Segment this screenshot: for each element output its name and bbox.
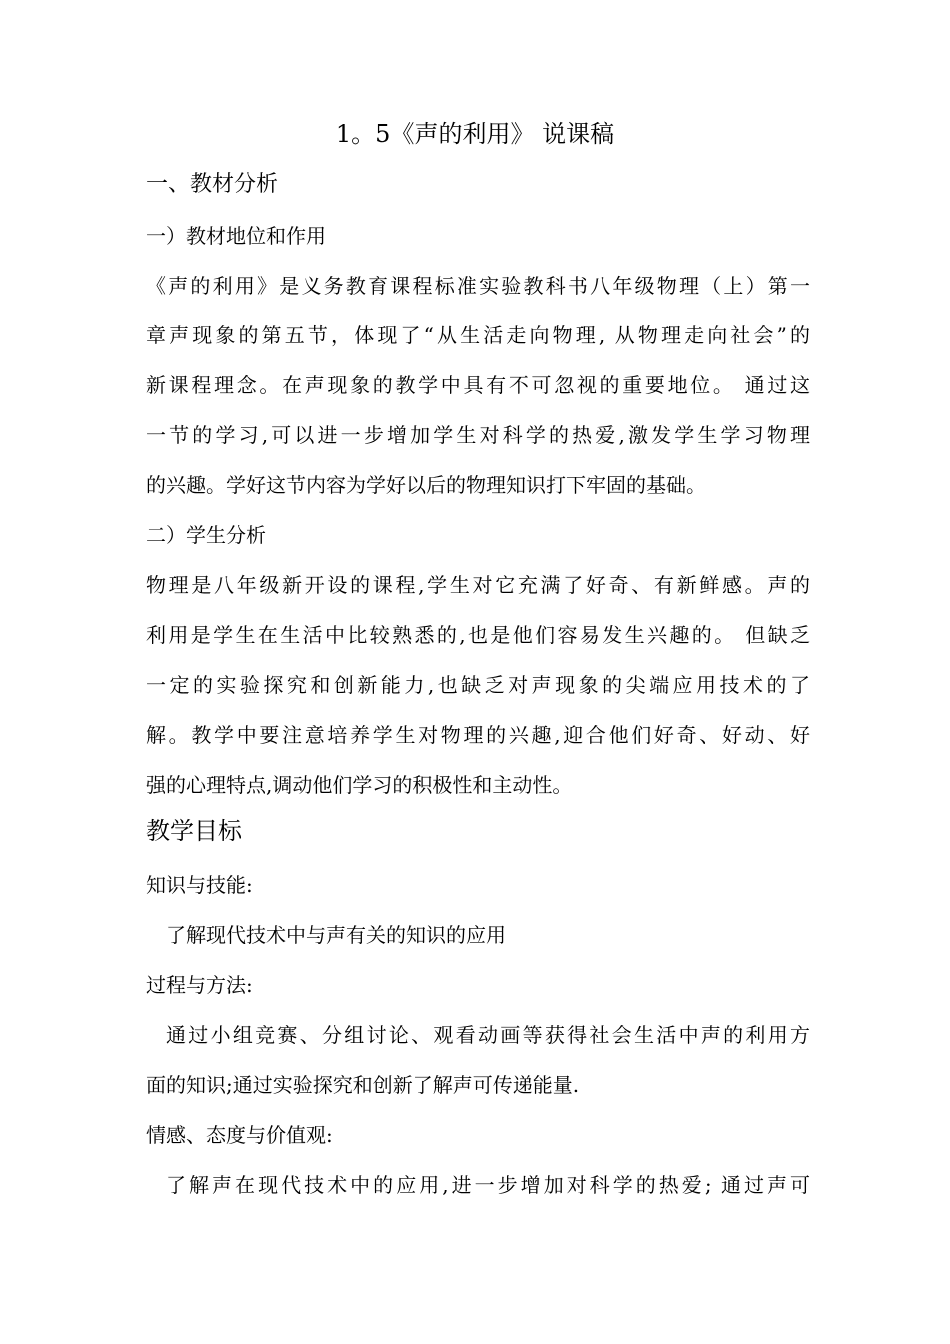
paragraph-line: 一节的学习,可以进一步增加学生对科学的热爱,激发学生学习物理	[146, 423, 810, 447]
section-heading-materials-analysis: 一、教材分析	[146, 172, 279, 197]
goal-label-knowledge: 知识与技能:	[146, 873, 253, 897]
goal-label-process: 过程与方法:	[146, 973, 253, 997]
subheading-student-analysis: 二）学生分析	[146, 523, 266, 547]
document-title: 1。5《声的利用》 说课稿	[335, 120, 615, 148]
section-heading-teaching-goals: 教学目标	[146, 817, 242, 845]
goal-text-process-line: 面的知识;通过实验探究和创新了解声可传递能量.	[146, 1073, 580, 1097]
paragraph-line: 新课程理念。在声现象的教学中具有不可忽视的重要地位。 通过这	[146, 373, 810, 397]
paragraph-line: 物理是八年级新开设的课程,学生对它充满了好奇、有新鲜感。声的	[146, 573, 810, 597]
goal-label-attitude: 情感、态度与价值观:	[146, 1123, 333, 1147]
subheading-material-role: 一）教材地位和作用	[146, 224, 326, 248]
goal-text-attitude-line: 了解声在现代技术中的应用,进一步增加对科学的热爱; 通过声可	[166, 1173, 810, 1197]
paragraph-line: 解。教学中要注意培养学生对物理的兴趣,迎合他们好奇、好动、好	[146, 723, 810, 747]
paragraph-line: 章声现象的第五节，体现了“从生活走向物理, 从物理走向社会”的	[146, 323, 810, 347]
goal-text-knowledge: 了解现代技术中与声有关的知识的应用	[166, 923, 506, 947]
paragraph-line: 的兴趣。学好这节内容为学好以后的物理知识打下牢固的基础。	[146, 473, 706, 497]
paragraph-line: 利用是学生在生活中比较熟悉的,也是他们容易发生兴趣的。 但缺乏	[146, 623, 810, 647]
paragraph-line: 一定的实验探究和创新能力,也缺乏对声现象的尖端应用技术的了	[146, 673, 810, 697]
paragraph-line: 《声的利用》是义务教育课程标准实验教科书八年级物理（上）第一	[146, 274, 810, 298]
paragraph-line: 强的心理特点,调动他们学习的积极性和主动性。	[146, 773, 573, 797]
goal-text-process-line: 通过小组竞赛、分组讨论、观看动画等获得社会生活中声的利用方	[166, 1023, 810, 1047]
